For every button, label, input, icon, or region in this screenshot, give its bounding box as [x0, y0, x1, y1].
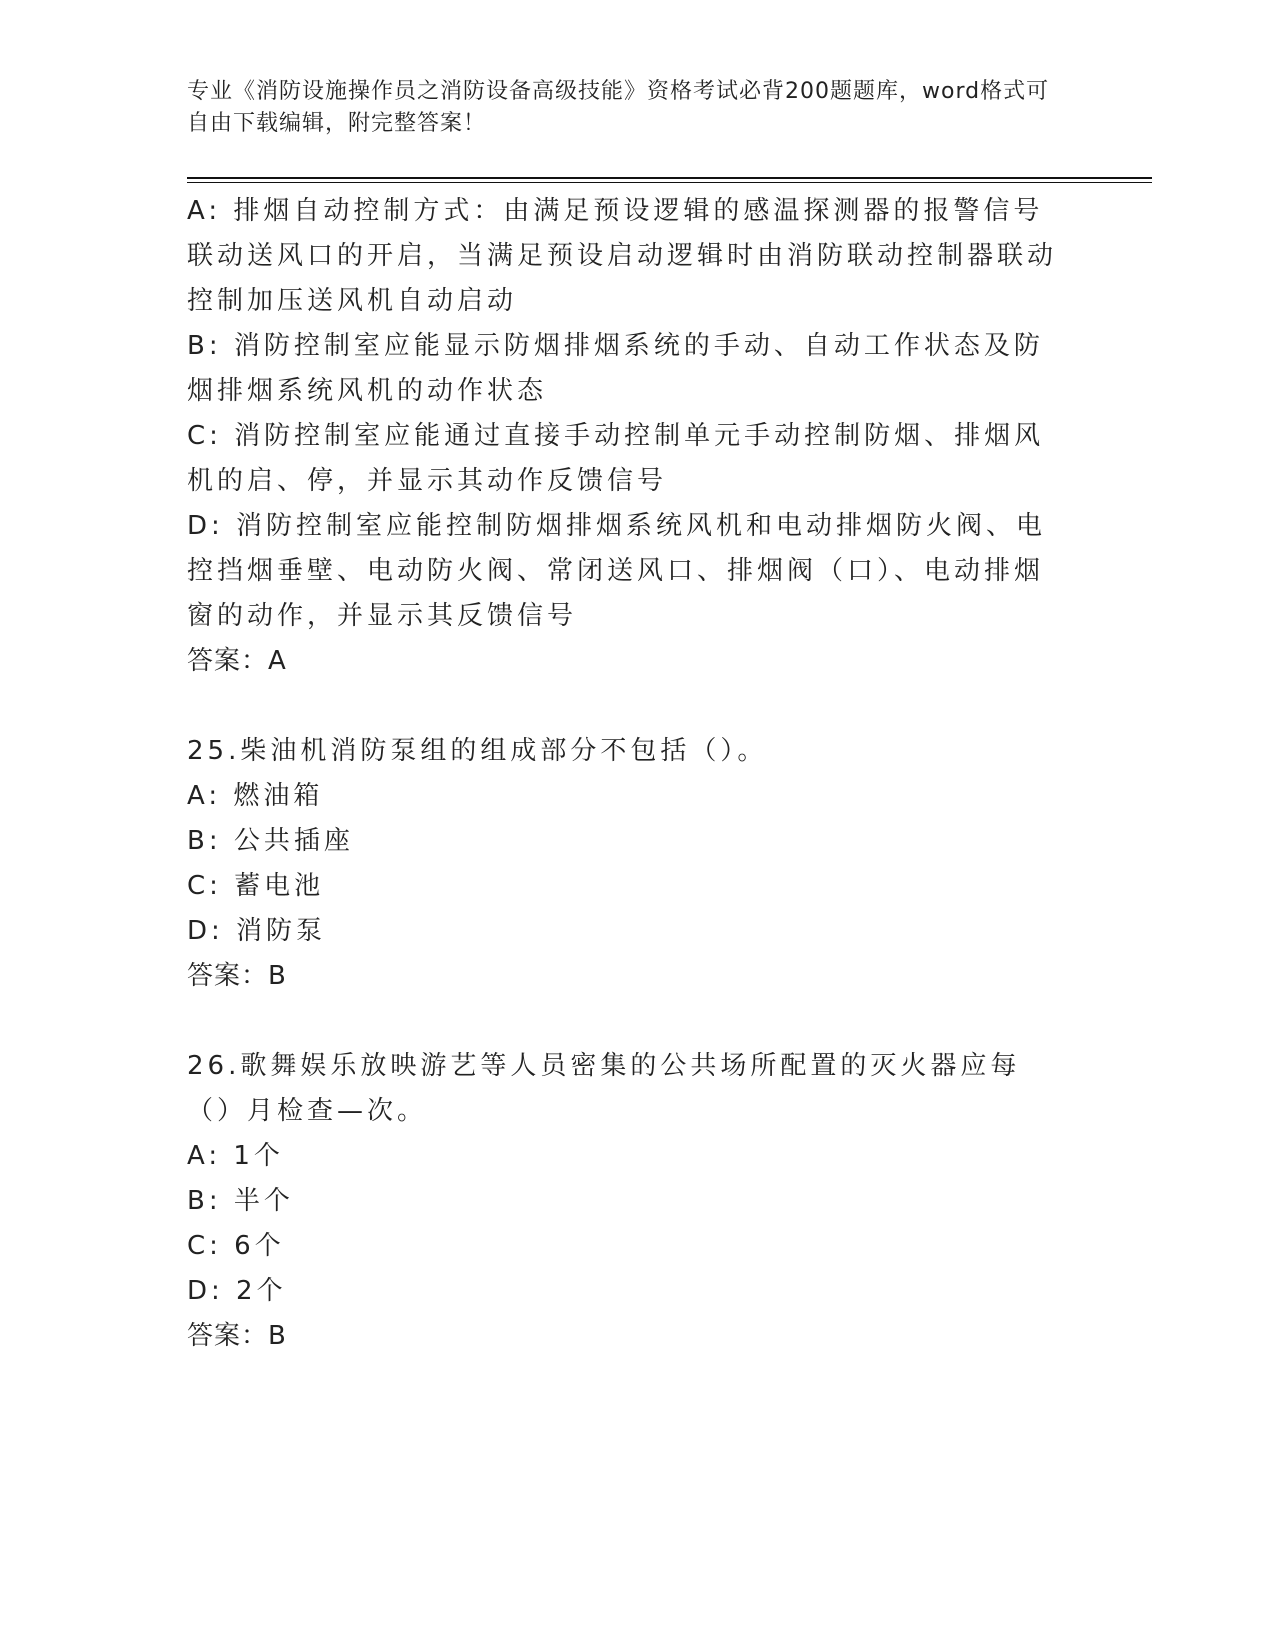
q24-option-c: C: 消防控制室应能通过直接手动控制单元手动控制防烟、排烟风机的启、停，并显示其动作反馈信号	[187, 421, 1045, 496]
q25-option-a: A: 燃油箱	[187, 781, 324, 811]
q24-option-a: A: 排烟自动控制方式：由满足预设逻辑的感温探测器的报警信号联动送风口的开启，当满足预设启动逻辑时由消防联动控制器联动控制加压送风机自动启动	[187, 196, 1058, 316]
q26-answer: 答案：B	[187, 1321, 287, 1351]
q24-answer: 答案：A	[187, 646, 287, 676]
q26-option-c: C: 6个	[187, 1231, 285, 1261]
q26-question: 26.歌舞娱乐放映游艺等人员密集的公共场所配置的灭火器应每（）月检查—次。	[187, 1051, 1021, 1126]
q25-option-c: C: 蓄电池	[187, 871, 325, 901]
q25-option-b: B: 公共插座	[187, 826, 354, 856]
q25-option-d: D: 消防泵	[187, 916, 327, 946]
q26-option-b: B: 半个	[187, 1186, 294, 1216]
header-rule-thick	[187, 177, 1152, 179]
spacer	[187, 684, 1067, 729]
spacer	[187, 999, 1067, 1044]
q25-question: 25.柴油机消防泵组的组成部分不包括（）。	[187, 736, 768, 766]
document-header: 专业《消防设施操作员之消防设备高级技能》资格考试必背200题题库，word格式可自由下载编辑，附完整答案！	[187, 79, 1050, 136]
q26-option-a: A: 1个	[187, 1141, 284, 1171]
q25-answer: 答案：B	[187, 961, 287, 991]
q24-option-d: D: 消防控制室应能控制防烟排烟系统风机和电动排烟防火阀、电控挡烟垂壁、电动防火阀、常闭送风口、排烟阀（口）、电动排烟窗的动作，并显示其反馈信号	[187, 511, 1047, 631]
header-rule-thin	[187, 182, 1152, 183]
q24-option-b: B: 消防控制室应能显示防烟排烟系统的手动、自动工作状态及防烟排烟系统风机的动作状态	[187, 331, 1044, 406]
question-content	[187, 189, 1067, 1359]
q26-option-d: D: 2个	[187, 1276, 287, 1306]
